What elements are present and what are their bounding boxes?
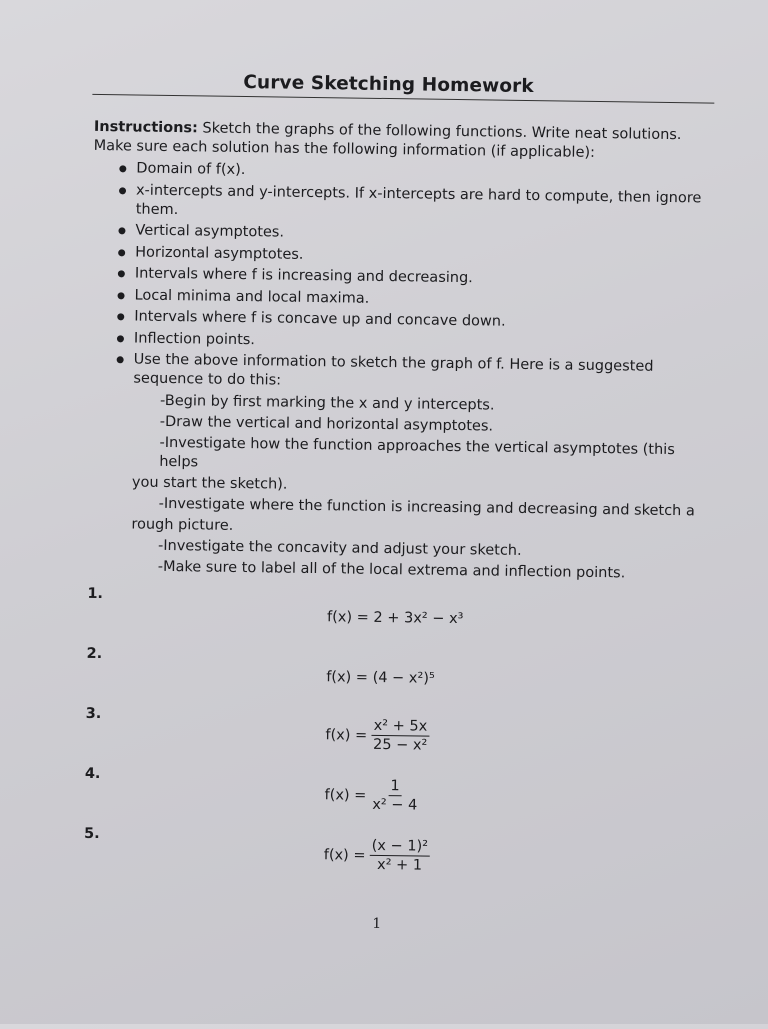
list-item: Local minima and local maxima. — [91, 285, 711, 313]
list-item: x-intercepts and y-intercepts. If x-intercepts are hard to compute, then ignore them. — [93, 180, 713, 227]
step-line: you start the sketch). — [131, 473, 288, 493]
fraction-numerator: 1 — [388, 778, 401, 796]
fraction-numerator: x² + 5x — [372, 718, 430, 737]
step-line: -Make sure to label all of the local extrema and inflection points. — [157, 558, 626, 581]
list-item: Use the above information to sketch the graph of f. Here is a suggested sequence to do this: — [90, 350, 710, 397]
list-item: Domain of f(x). — [93, 159, 713, 187]
fraction-denominator: 25 − x² — [372, 736, 428, 754]
step-line: -Investigate how the function approaches the vertical asymptotes (this helps — [159, 434, 675, 470]
formula-lhs: f(x) = — [324, 786, 367, 804]
page-number: 1 — [372, 915, 382, 933]
problem-formula — [325, 717, 429, 753]
list-item: Intervals where f is concave up and concave down. — [91, 307, 711, 335]
problem-formula: f(x) = 2 + 3x² − x³ — [326, 609, 464, 628]
problem-number: 3. — [85, 705, 102, 723]
step-line: rough picture. — [131, 515, 234, 534]
problem-formula — [324, 837, 431, 873]
step-line: -Begin by first marking the x and y intercepts. — [159, 392, 495, 414]
fraction-denominator: x² + 1 — [376, 856, 423, 874]
problem-number: 5. — [83, 825, 100, 843]
instructions-intro — [94, 118, 714, 165]
list-item: Intervals where f is increasing and decreasing. — [92, 264, 712, 292]
problem-5 — [83, 826, 704, 895]
step-line: -Draw the vertical and horizontal asymptotes. — [159, 413, 494, 435]
requirements-list — [90, 159, 713, 397]
step-line: -Investigate the concavity and adjust your sketch. — [157, 537, 522, 559]
page-title: Curve Sketching Homework — [243, 72, 534, 98]
problem-list — [83, 586, 707, 895]
problem-2 — [86, 646, 707, 715]
fraction-numerator: (x − 1)² — [370, 838, 431, 857]
fraction-denominator: x² − 4 — [372, 796, 418, 814]
list-item: Horizontal asymptotes. — [92, 242, 712, 270]
problem-formula — [324, 777, 419, 813]
list-item: Vertical asymptotes. — [92, 221, 712, 249]
problem-formula: f(x) = (4 − x²)⁵ — [326, 669, 435, 687]
formula-lhs: f(x) = — [325, 726, 368, 744]
problem-number: 2. — [86, 645, 103, 663]
suggested-steps — [88, 390, 711, 584]
step-line: -Investigate where the function is increasing and decreasing and sketch a — [158, 495, 695, 519]
problem-1 — [87, 586, 708, 655]
fraction — [369, 838, 430, 874]
problem-4 — [84, 766, 705, 835]
instructions-label: Instructions: — [93, 118, 198, 137]
formula-lhs: f(x) = — [323, 846, 366, 864]
list-item: Inflection points. — [91, 328, 711, 356]
instructions-text: Sketch the graphs of the following functions. Write neat solutions. Make sure each solution has the following information (if applicable): — [93, 120, 682, 161]
problem-3 — [85, 706, 706, 775]
problem-number: 4. — [84, 765, 101, 783]
instructions-block — [88, 118, 714, 586]
fraction — [371, 718, 430, 754]
problem-number: 1. — [87, 585, 104, 603]
fraction — [370, 778, 419, 814]
